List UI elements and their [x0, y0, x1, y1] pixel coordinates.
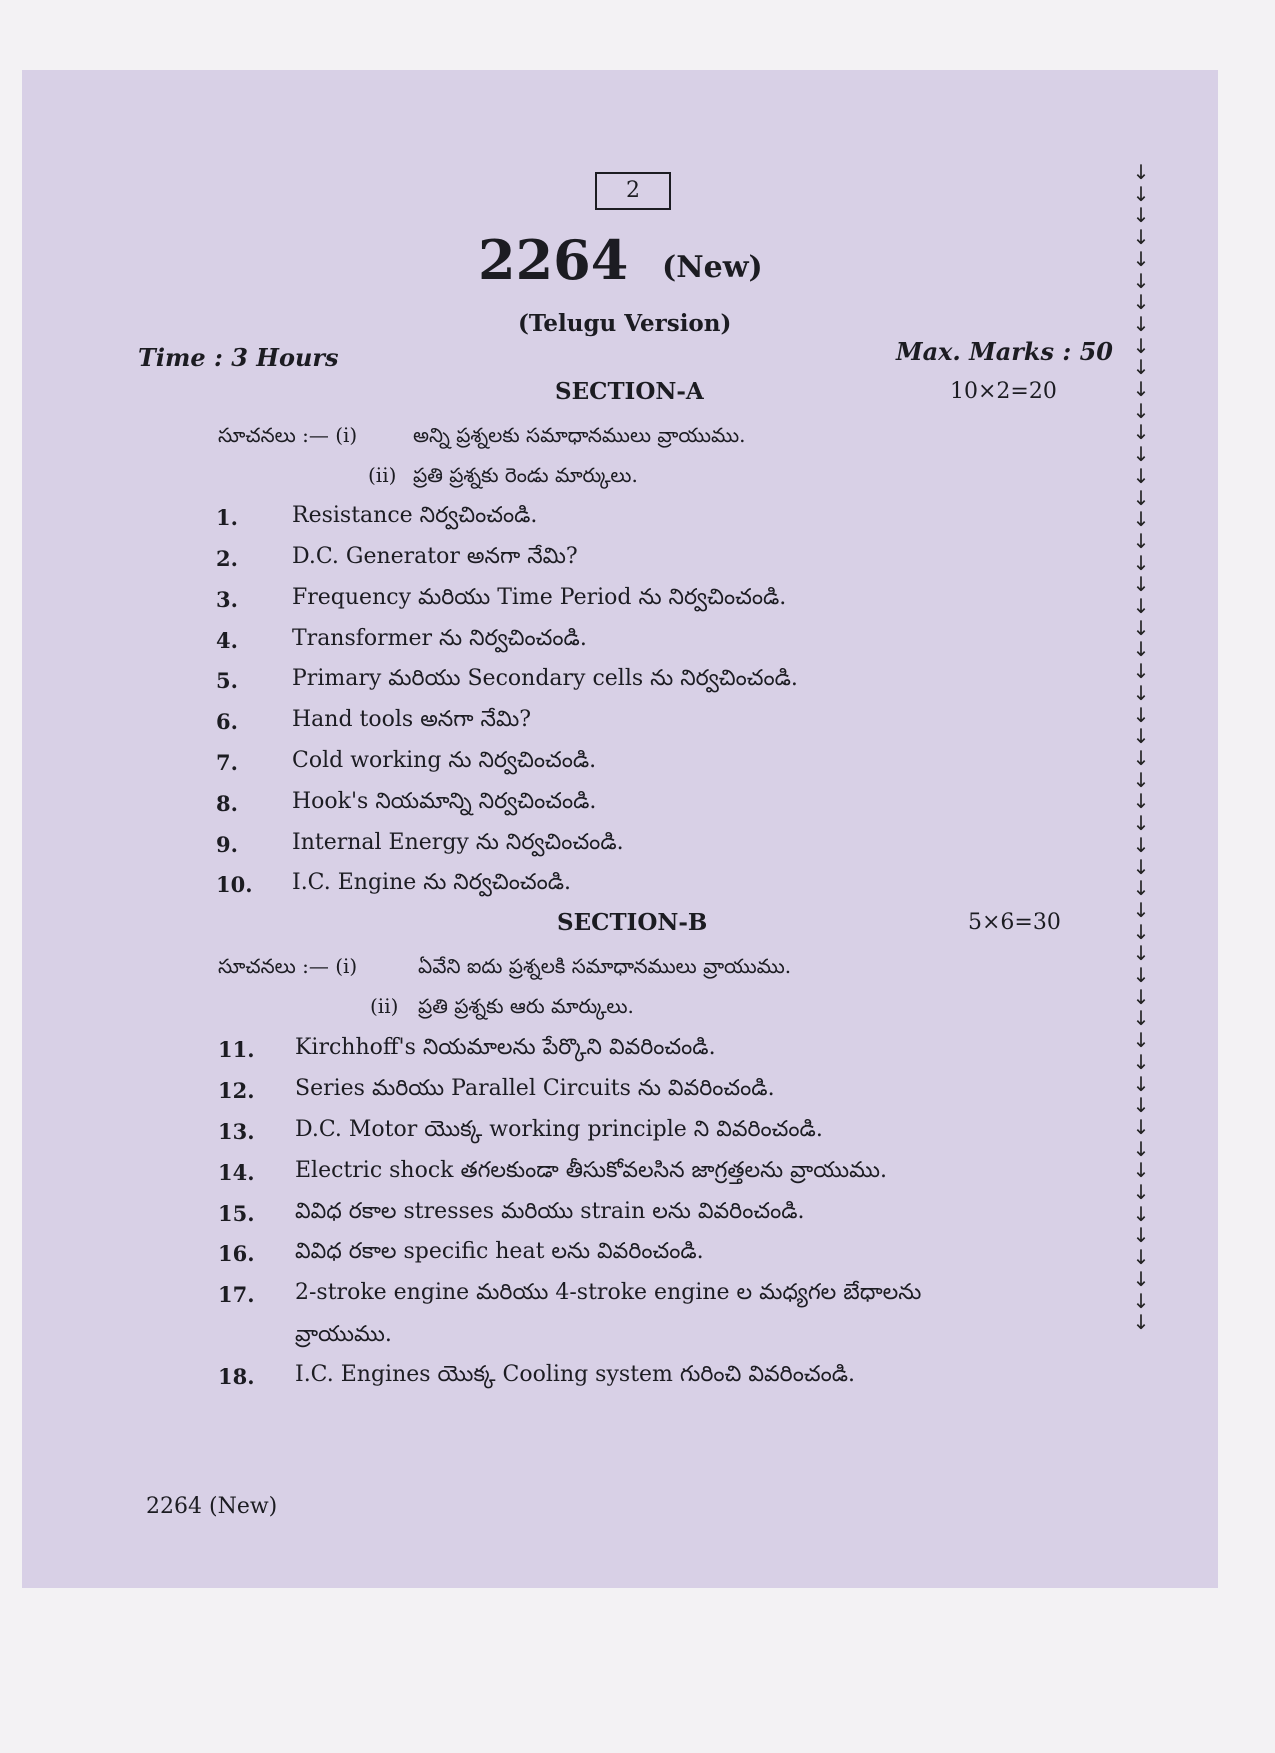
down-arrow-icon: ↓	[1132, 963, 1150, 988]
down-arrow-icon: ↓	[1132, 854, 1150, 879]
down-arrow-icon: ↓	[1132, 203, 1150, 228]
down-arrow-icon: ↓	[1132, 1245, 1150, 1270]
down-arrow-icon: ↓	[1132, 333, 1150, 358]
down-arrow-icon: ↓	[1132, 637, 1150, 662]
down-arrow-icon: ↓	[1132, 1266, 1150, 1291]
section-a-note-label-2: (ii)	[368, 463, 397, 487]
section-a-note-1: అన్ని ప్రశ్నలకు సమాధానములు వ్రాయుము.	[413, 423, 746, 447]
down-arrow-icon: ↓	[1132, 1006, 1150, 1031]
question-text: Hand tools అనగా నేమి?	[292, 707, 532, 732]
down-arrow-icon: ↓	[1132, 832, 1150, 857]
question-text: Series మరియు Parallel Circuits ను వివరించండి.	[295, 1076, 775, 1101]
down-arrow-icon: ↓	[1132, 702, 1150, 727]
question-text: Hook's నియమాన్ని నిర్వచించండి.	[292, 789, 597, 814]
question-text: Transformer ను నిర్వచించండి.	[292, 626, 587, 651]
down-arrow-icon: ↓	[1132, 919, 1150, 944]
question-text: D.C. Motor యొక్క working principle ని వివరించండి.	[295, 1117, 823, 1142]
down-arrow-icon: ↓	[1132, 355, 1150, 380]
down-arrow-icon: ↓	[1132, 1071, 1150, 1096]
section-a-note-2: ప్రతి ప్రశ్నకు రెండు మార్కులు.	[413, 463, 638, 487]
down-arrow-icon: ↓	[1132, 724, 1150, 749]
question-text: Internal Energy ను నిర్వచించండి.	[292, 830, 624, 855]
down-arrow-icon: ↓	[1132, 897, 1150, 922]
down-arrow-icon: ↓	[1132, 311, 1150, 336]
down-arrow-icon: ↓	[1132, 1114, 1150, 1139]
down-arrow-icon: ↓	[1132, 811, 1150, 836]
question-number: 8.	[216, 791, 238, 816]
down-arrow-icon: ↓	[1132, 767, 1150, 792]
question-text: Electric shock తగలకుండా తీసుకోవలసిన జాగ్రత్తలను వ్రాయుము.	[295, 1158, 887, 1183]
down-arrow-icon: ↓	[1132, 1028, 1150, 1053]
down-arrow-icon: ↓	[1132, 659, 1150, 684]
page-number-box: 2	[595, 172, 671, 210]
question-text: Resistance నిర్వచించండి.	[292, 503, 538, 528]
down-arrow-icon: ↓	[1132, 1310, 1150, 1335]
question-text: Primary మరియు Secondary cells ను నిర్వచించండి.	[292, 666, 798, 691]
down-arrow-icon: ↓	[1132, 615, 1150, 640]
question-number: 4.	[216, 628, 238, 653]
question-text: 2-stroke engine మరియు 4-stroke engine ల మధ్యగల బేధాలను	[295, 1280, 922, 1305]
question-number: 1.	[216, 505, 238, 530]
down-arrow-icon: ↓	[1132, 680, 1150, 705]
down-arrow-icon: ↓	[1132, 160, 1150, 184]
down-arrow-icon: ↓	[1132, 1223, 1150, 1248]
section-a-marks: 10×2=20	[950, 379, 1057, 404]
question-number: 3.	[216, 587, 238, 612]
down-arrow-icon: ↓	[1132, 442, 1150, 467]
section-b-note-2: ప్రతి ప్రశ్నకు ఆరు మార్కులు.	[418, 994, 634, 1018]
question-text: Frequency మరియు Time Period ను నిర్వచించండి.	[292, 585, 787, 610]
section-a-title: SECTION-A	[555, 378, 704, 405]
down-arrow-icon: ↓	[1132, 941, 1150, 966]
down-arrow-icon: ↓	[1132, 1136, 1150, 1161]
question-paper-sheet	[22, 70, 1218, 1588]
down-arrow-icon: ↓	[1132, 876, 1150, 901]
question-number: 13.	[218, 1119, 255, 1144]
down-arrow-icon: ↓	[1132, 377, 1150, 402]
footer-paper-code: 2264 (New)	[146, 1494, 278, 1519]
question-number: 5.	[216, 668, 238, 693]
margin-arrow-column	[1128, 162, 1154, 1334]
down-arrow-icon: ↓	[1132, 225, 1150, 250]
question-text: I.C. Engines యొక్క Cooling system గురించి వివరించండి.	[295, 1362, 856, 1387]
down-arrow-icon: ↓	[1132, 572, 1150, 597]
question-text: I.C. Engine ను నిర్వచించండి.	[292, 870, 572, 895]
section-b-marks: 5×6=30	[968, 910, 1061, 935]
version-label: (Telugu Version)	[518, 310, 732, 337]
question-text: వివిధ రకాల stresses మరియు strain లను వివరించండి.	[295, 1199, 805, 1224]
down-arrow-icon: ↓	[1132, 181, 1150, 206]
question-number: 10.	[216, 872, 253, 897]
question-number: 11.	[218, 1037, 255, 1062]
down-arrow-icon: ↓	[1132, 594, 1150, 619]
question-number: 7.	[216, 750, 238, 775]
down-arrow-icon: ↓	[1132, 1180, 1150, 1205]
section-b-note-label-1: సూచనలు :— (i)	[218, 954, 358, 978]
paper-code-suffix: (New)	[662, 250, 763, 285]
down-arrow-icon: ↓	[1132, 507, 1150, 532]
max-marks: Max. Marks : 50	[896, 337, 1114, 366]
down-arrow-icon: ↓	[1132, 268, 1150, 293]
question-text: వివిధ రకాల specific heat లను వివరించండి.	[295, 1239, 704, 1264]
question-text-continued: వ్రాయుము.	[295, 1322, 392, 1347]
down-arrow-icon: ↓	[1132, 1093, 1150, 1118]
question-text: D.C. Generator అనగా నేమి?	[292, 544, 578, 569]
down-arrow-icon: ↓	[1132, 420, 1150, 445]
down-arrow-icon: ↓	[1132, 984, 1150, 1009]
question-number: 9.	[216, 832, 238, 857]
question-number: 6.	[216, 709, 238, 734]
down-arrow-icon: ↓	[1132, 550, 1150, 575]
down-arrow-icon: ↓	[1132, 485, 1150, 510]
question-number: 12.	[218, 1078, 255, 1103]
time-allowed: Time : 3 Hours	[138, 343, 339, 372]
section-b-title: SECTION-B	[557, 909, 708, 936]
question-number: 17.	[218, 1282, 255, 1307]
question-number: 18.	[218, 1364, 255, 1389]
question-text: Kirchhoff's నియమాలను పేర్కొని వివరించండి.	[295, 1035, 716, 1060]
down-arrow-icon: ↓	[1132, 528, 1150, 553]
down-arrow-icon: ↓	[1132, 463, 1150, 488]
down-arrow-icon: ↓	[1132, 398, 1150, 423]
down-arrow-icon: ↓	[1132, 789, 1150, 814]
section-b-note-1: ఏవేని ఐదు ప్రశ్నలకి సమాధానములు వ్రాయుము.	[418, 954, 792, 978]
section-b-note-label-2: (ii)	[370, 994, 399, 1018]
question-number: 16.	[218, 1241, 255, 1266]
question-text: Cold working ను నిర్వచించండి.	[292, 748, 597, 773]
down-arrow-icon: ↓	[1132, 1049, 1150, 1074]
down-arrow-icon: ↓	[1132, 745, 1150, 770]
down-arrow-icon: ↓	[1132, 290, 1150, 315]
down-arrow-icon: ↓	[1132, 246, 1150, 271]
question-number: 14.	[218, 1160, 255, 1185]
down-arrow-icon: ↓	[1132, 1288, 1150, 1313]
question-number: 15.	[218, 1201, 255, 1226]
question-number: 2.	[216, 546, 238, 571]
down-arrow-icon: ↓	[1132, 1201, 1150, 1226]
paper-code: 2264	[478, 228, 629, 292]
section-a-note-label-1: సూచనలు :— (i)	[218, 423, 358, 447]
down-arrow-icon: ↓	[1132, 1158, 1150, 1183]
